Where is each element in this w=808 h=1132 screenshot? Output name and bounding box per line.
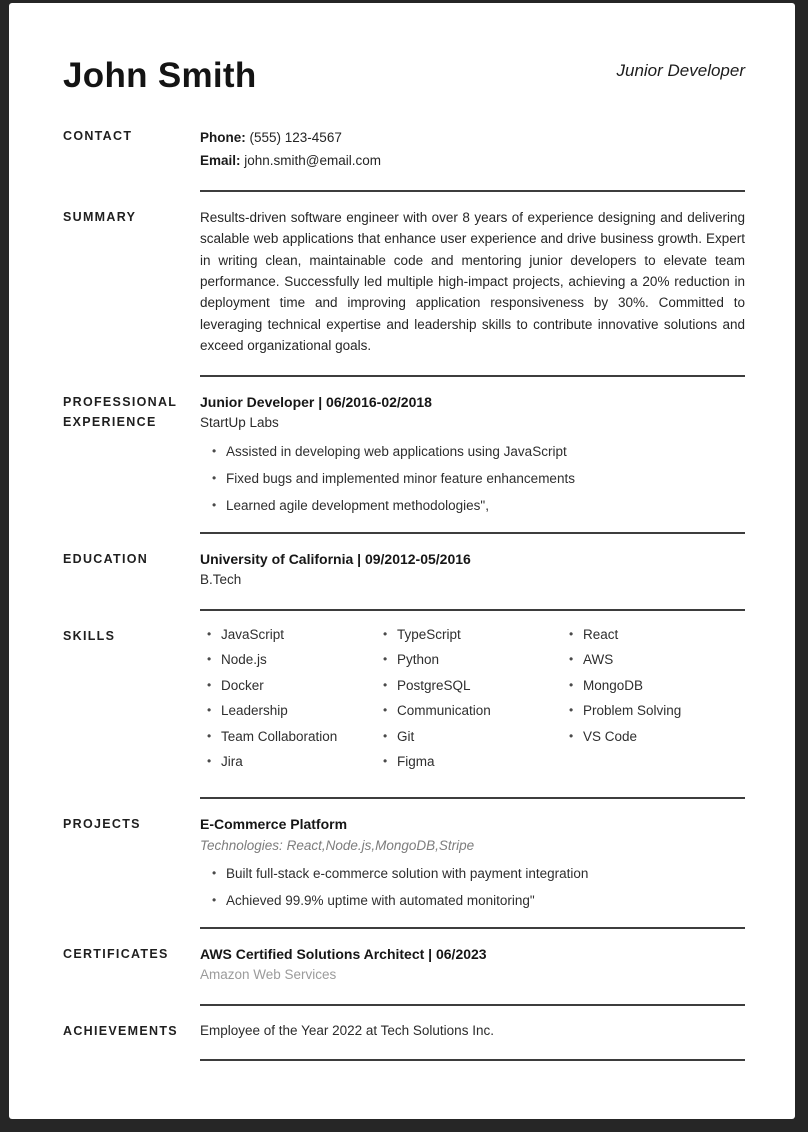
experience-bullet-list xyxy=(200,443,745,514)
skill-item: • MongoDB xyxy=(569,677,745,694)
contact-section-label: CONTACT xyxy=(63,128,133,143)
skill-item: • Figma xyxy=(383,753,562,770)
contact-phone-row xyxy=(200,126,745,149)
section-summary xyxy=(63,192,745,377)
skill-item: • Jira xyxy=(207,753,376,770)
experience-bullet: • Learned agile development methodologies", xyxy=(212,497,745,514)
projects-section-label: PROJECTS xyxy=(63,816,141,831)
project-entry xyxy=(200,814,745,909)
skill-item: • PostgreSQL xyxy=(383,677,562,694)
projects-section-body xyxy=(200,799,745,929)
candidate-name: John Smith xyxy=(63,56,257,95)
section-projects xyxy=(63,799,745,929)
experience-title: Junior Developer | 06/2016-02/2018 xyxy=(200,393,432,410)
skill-item: • TypeScript xyxy=(383,626,562,643)
experience-section-body xyxy=(200,377,745,534)
skill-item: • Docker xyxy=(207,677,376,694)
achievements-section-label: ACHIEVEMENTS xyxy=(63,1023,178,1038)
section-contact xyxy=(63,111,745,192)
skill-item: • AWS xyxy=(569,651,745,668)
skill-item: • Communication xyxy=(383,702,562,719)
experience-section-label: PROFESSIONAL EXPERIENCE xyxy=(63,394,177,429)
section-certificates xyxy=(63,929,745,1006)
section-education xyxy=(63,534,745,611)
project-name: E-Commerce Platform xyxy=(200,815,348,832)
email-label: Email: xyxy=(200,152,241,168)
summary-text: Results-driven software engineer with over 8 years of experience designing and delivering scalable web applications that enhance user experience and drive business growth. Expert in writing clean, maintainable code and mentoring junior developers to elevate team performance. Successfully led multiple high-impact projects, achieving a 20% reduction in deployment time and improving application responsiveness by 30%. Committed to leveraging technical expertise and leadership skills to contribute innovative solutions and exceed organizational goals. xyxy=(200,209,745,354)
summary-section-body xyxy=(200,192,745,377)
skills-column-1 xyxy=(200,626,376,779)
skills-column-3 xyxy=(562,626,745,779)
project-bullet: • Built full-stack e-commerce solution with payment integration xyxy=(212,865,745,882)
skill-item: • Problem Solving xyxy=(569,702,745,719)
phone-label: Phone: xyxy=(200,129,246,145)
skills-section-label: SKILLS xyxy=(63,628,116,643)
skill-item: • Python xyxy=(383,651,562,668)
achievement-text: Employee of the Year 2022 at Tech Solutions Inc. xyxy=(200,1022,494,1038)
skills-column-2 xyxy=(376,626,562,779)
email-value: john.smith@email.com xyxy=(244,152,382,168)
experience-bullet: • Assisted in developing web applications using JavaScript xyxy=(212,443,745,460)
section-achievements xyxy=(63,1006,745,1061)
education-school: University of California | 09/2012-05/2016 xyxy=(200,550,471,567)
section-skills xyxy=(63,611,745,799)
certificates-section-body xyxy=(200,929,745,1006)
candidate-job-title: Junior Developer xyxy=(616,61,745,80)
project-bullet-list xyxy=(200,865,745,909)
skills-section-body xyxy=(200,611,745,799)
project-technologies: Technologies: React,Node.js,MongoDB,Stripe xyxy=(200,837,475,853)
skill-item: • Node.js xyxy=(207,651,376,668)
skill-item: • Git xyxy=(383,728,562,745)
skill-item: • VS Code xyxy=(569,728,745,745)
experience-entry xyxy=(200,392,745,514)
achievements-section-body xyxy=(200,1006,745,1061)
resume-header xyxy=(63,58,745,95)
project-bullet: • Achieved 99.9% uptime with automated monitoring" xyxy=(212,892,745,909)
education-section-label: EDUCATION xyxy=(63,551,149,566)
certificate-title: AWS Certified Solutions Architect | 06/2023 xyxy=(200,945,487,962)
skills-grid xyxy=(200,626,745,779)
skill-item: • Leadership xyxy=(207,702,376,719)
contact-section-body xyxy=(200,111,745,192)
skill-item: • JavaScript xyxy=(207,626,376,643)
certificates-section-label: CERTIFICATES xyxy=(63,946,169,961)
certificate-issuer: Amazon Web Services xyxy=(200,966,337,982)
experience-bullet: • Fixed bugs and implemented minor feature enhancements xyxy=(212,470,745,487)
skill-item: • Team Collaboration xyxy=(207,728,376,745)
education-section-body xyxy=(200,534,745,611)
education-degree: B.Tech xyxy=(200,571,242,587)
skill-item: • React xyxy=(569,626,745,643)
section-experience xyxy=(63,377,745,534)
contact-email-row xyxy=(200,149,745,172)
experience-company: StartUp Labs xyxy=(200,414,279,430)
phone-value: (555) 123-4567 xyxy=(249,129,342,145)
resume-page xyxy=(9,3,795,1119)
summary-section-label: SUMMARY xyxy=(63,209,137,224)
